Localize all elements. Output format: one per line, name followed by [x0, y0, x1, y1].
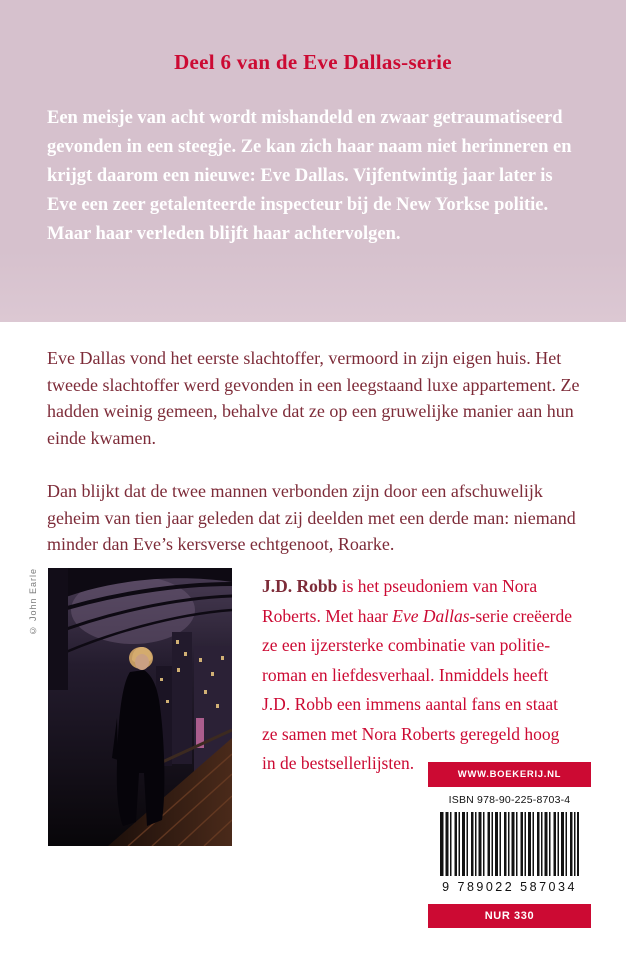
- photo-credit: © John Earle: [28, 568, 38, 636]
- synopsis-paragraph-1: Eve Dallas vond het eerste slachtoffer, vermoord in zijn eigen huis. Het tweede slachtoffer werd gevonden in een leegstaand luxe appartement. Ze hadden weinig gemeen, behalve dat ze op een gruwelijke manier aan hun einde kwamen.: [47, 348, 580, 448]
- author-photo: [48, 568, 232, 846]
- isbn-digits: 9 789022 587034: [442, 880, 577, 894]
- nur-bar: NUR 330: [428, 904, 591, 928]
- bio-line: [262, 602, 572, 632]
- bio-line: J.D. Robb een immens aantal fans en staat: [262, 694, 558, 714]
- barcode-block: [428, 762, 591, 928]
- author-bio: [262, 572, 572, 779]
- series-name-italic: Eve Dallas: [392, 605, 470, 626]
- barcode-stripes: [440, 812, 579, 876]
- isbn-label: ISBN 978-90-225-8703-4: [448, 794, 571, 806]
- bio-line: [262, 572, 572, 602]
- author-name: J.D. Robb: [262, 576, 338, 596]
- series-title: Deel 6 van de Eve Dallas-serie: [174, 50, 452, 74]
- author-photo-illustration: [48, 568, 232, 846]
- bio-line: ze een ijzersterke combinatie van politie-: [262, 635, 551, 655]
- synopsis: [47, 345, 587, 558]
- top-banner: [0, 0, 626, 322]
- bio-line: ze samen met Nora Roberts geregeld hoog: [262, 723, 560, 744]
- bio-text: is het pseudoniem van Nora: [337, 576, 538, 596]
- synopsis-paragraph-2: Dan blijkt dat de twee mannen verbonden zijn door een afschuwelijk geheim van tien jaar geleden dat zij deelden met een derde man: niemand minder dan Eve’s kersverse echtgenoot, Roarke.: [47, 481, 576, 554]
- bio-text: -serie creëerde: [469, 605, 573, 626]
- barcode-white-box: [428, 787, 591, 900]
- bio-line: in de bestsellerlijsten.: [262, 753, 415, 773]
- website-bar: WWW.BOEKERIJ.NL: [428, 762, 591, 787]
- intro-paragraph: Een meisje van acht wordt mishandeld en zwaar getraumatiseerd gevonden in een steegje. Ze kan zich haar naam niet herinneren en krijgt daarom een nieuwe: Eve Dallas. Vijfentwintig jaar later is Eve een zeer getalenteerde inspecteur bij de New Yorkse politie. Maar haar verleden blijft haar achtervolgen.: [47, 108, 572, 244]
- bio-line: roman en liefdesverhaal. Inmiddels heeft: [262, 664, 549, 685]
- bio-text: Roberts. Met haar: [262, 605, 393, 626]
